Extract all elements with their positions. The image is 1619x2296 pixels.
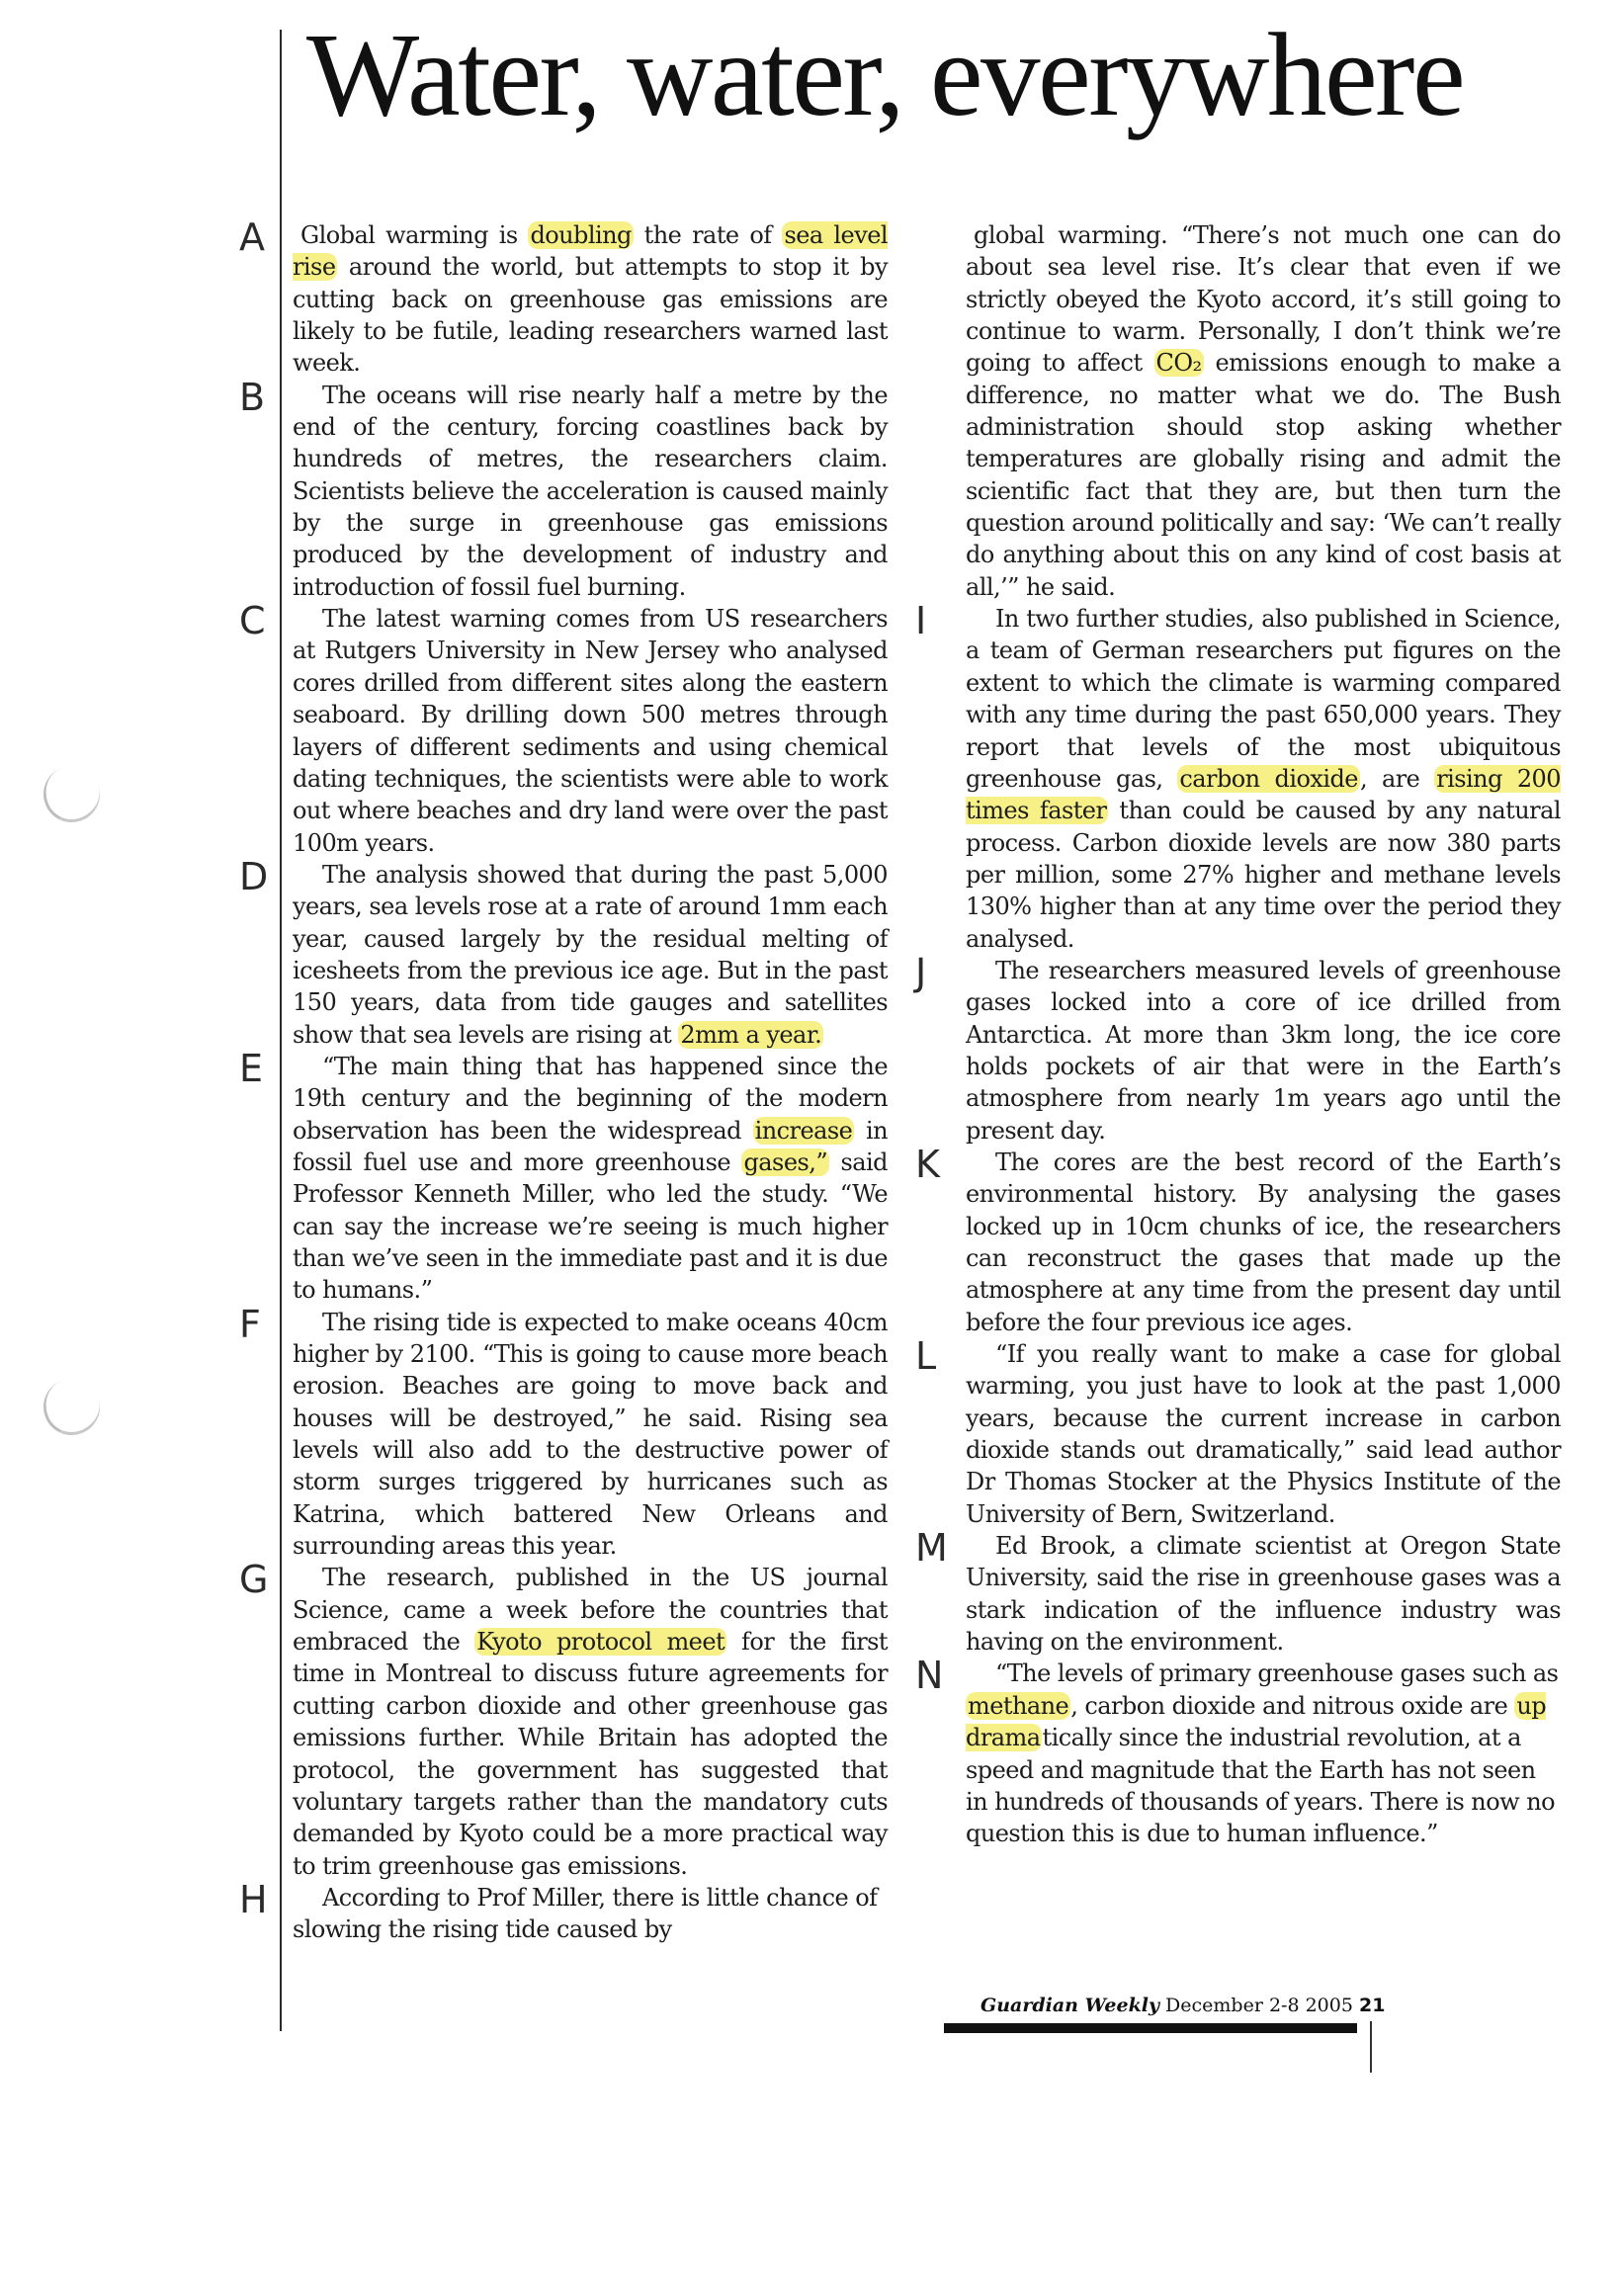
highlighted-text: 2mm a year. xyxy=(680,1020,822,1049)
paragraph-text: , are xyxy=(1359,764,1435,793)
paragraph-marker: C xyxy=(239,599,266,642)
article-paragraph xyxy=(293,1882,888,1946)
paragraph-text: The latest warning comes from US researchers at Rutgers University in New Jersey who analysed cores drilled from different sites along the eastern seaboard. By drilling down 500 metres through layers of different sediments and using chemical dating techniques, the scientists were able to work out where beaches and dry land were over the past 100m years. xyxy=(293,605,888,857)
paragraph-text: “The main thing that has happened since the 19th century and the beginning of the modern observation has been the widespread xyxy=(293,1052,888,1145)
paragraph-text: “If you really want to make a case for global warming, you just have to look at the past 1,000 years, because the current increase in carbon dioxide stands out dramatically,” said lead author Dr Thomas Stocker at the Physics Institute of the University of Bern, Switzerland. xyxy=(966,1340,1561,1528)
paragraph-marker: H xyxy=(239,1878,268,1921)
article-paragraph xyxy=(966,1530,1561,1658)
paragraph-marker: I xyxy=(915,599,927,642)
article-paragraph xyxy=(293,1051,888,1307)
paragraph-text: The research, published in the US journal Science, came a week before the countries that embraced the xyxy=(293,1564,888,1657)
paragraph-text: Ed Brook, a climate scientist at Oregon State University, said the rise in greenhouse gases was a stark indication of the influence industry was having on the environment. xyxy=(966,1532,1561,1657)
paragraph-text: global warming. “There’s not much one can do about sea level rise. It’s clear that even if we strictly obeyed the Kyoto accord, it’s still going to continue to warm. Personally, I don’t think we’re going to affect xyxy=(966,221,1561,378)
paragraph-text: In two further studies, also published in Science, a team of German researchers put figures on the extent to which the climate is warming compared with any time during the past 650,000 years. They report that levels of the most ubiquitous greenhouse gas, xyxy=(966,605,1561,793)
paragraph-marker: F xyxy=(239,1303,261,1346)
article-column-right xyxy=(966,219,1561,1850)
paragraph-text: The analysis showed that during the past 5,000 years, sea levels rose at a rate of around 1mm each year, caused largely by the residual melting of icesheets from the previous ice age. But in the past 150 years, data from tide gauges and satellites show that sea levels are rising at xyxy=(293,860,888,1049)
article-paragraph xyxy=(293,1562,888,1881)
paragraph-text: “The levels of primary greenhouse gases such as xyxy=(995,1659,1559,1688)
highlighted-text: rising 200 times faster xyxy=(966,764,1561,825)
paragraph-text: , carbon dioxide and nitrous oxide are xyxy=(1070,1691,1515,1720)
paragraph-marker: N xyxy=(915,1654,944,1697)
paragraph-text: in fossil fuel use and more greenhouse xyxy=(293,1116,888,1176)
paragraph-marker: D xyxy=(239,855,269,898)
paragraph-text: than could be caused by any natural process. Carbon dioxide levels are now 380 parts per million, some 27% higher and methane levels 130% higher than at any time over the period they analysed. xyxy=(966,797,1561,953)
paragraph-marker: G xyxy=(239,1558,269,1601)
highlighted-text: carbon dioxide xyxy=(1179,764,1358,793)
paragraph-text: The cores are the best record of the Earth’s environmental history. By analysing the gases locked up in 10cm chunks of ice, the researchers can reconstruct the gases that made up the atmosphere at any time from the present day until before the four previous ice ages. xyxy=(966,1148,1561,1336)
paragraph-marker: J xyxy=(915,951,927,994)
footer-rule xyxy=(1370,2021,1372,2073)
footer-page-number: 21 xyxy=(1359,1995,1386,2016)
paragraph-text: The rising tide is expected to make oceans 40cm higher by 2100. “This is going to cause more beach erosion. Beaches are going to move back and houses will be destroyed,” he said. Rising sea levels will also add to the destructive power of storm surges triggered by hurricanes such as Katrina, which battered New Orleans and surrounding areas this year. xyxy=(293,1308,888,1561)
paragraph-marker: E xyxy=(239,1047,264,1090)
highlighted-text: methane xyxy=(968,1691,1069,1720)
highlighted-text: Kyoto protocol meet xyxy=(476,1628,725,1657)
paragraph-text: the rate of xyxy=(633,221,783,249)
highlighted-text: gases,” xyxy=(743,1148,828,1176)
column-rule xyxy=(280,30,282,2031)
article-paragraph xyxy=(293,1307,888,1563)
paragraph-text: Global warming is xyxy=(300,221,529,249)
footer-bar xyxy=(944,2023,1357,2033)
article-paragraph xyxy=(966,219,1561,603)
paragraph-text: The researchers measured levels of greenhouse gases locked into a core of ice drilled from Antarctica. At more than 3km long, the ice core holds pockets of air that were in the Earth’s atmosphere from nearly 1m years ago until the present day. xyxy=(966,956,1561,1145)
footer-publication: Guardian Weekly xyxy=(980,1995,1159,2016)
highlighted-text: doubling xyxy=(530,221,632,249)
article-paragraph xyxy=(966,1658,1561,1849)
article-paragraph xyxy=(966,1147,1561,1338)
article-column-left xyxy=(293,219,888,1946)
headline: Water, water, everywhere xyxy=(306,9,1464,141)
paragraph-text: around the world, but attempts to stop it by cutting back on greenhouse gas emissions are likely to be futile, leading researchers warned last week. xyxy=(293,253,888,378)
highlighted-text: CO₂ xyxy=(1155,349,1202,378)
paragraph-marker: M xyxy=(915,1526,948,1570)
article-paragraph xyxy=(293,603,888,859)
article-paragraph xyxy=(966,603,1561,955)
footer-date: December 2-8 2005 xyxy=(1165,1995,1353,2016)
article-paragraph xyxy=(966,1338,1561,1530)
paragraph-text: According to Prof Miller, there is little chance of slowing the rising tide caused by xyxy=(293,1883,878,1944)
highlighted-text: sea level rise xyxy=(293,221,889,282)
highlighted-text: increase xyxy=(754,1116,853,1145)
paragraph-text: tically since the industrial revolution, at a speed and magnitude that the Earth has not seen in hundreds of thousands of years. There is now no question this is due to human influence.” xyxy=(966,1724,1555,1848)
footer-credit xyxy=(980,1995,1385,2016)
article-paragraph xyxy=(966,955,1561,1147)
paragraph-text: The oceans will rise nearly half a metre by the end of the century, forcing coastlines back by hundreds of metres, the researchers claim. Scientists believe the acceleration is caused mainly by the surge in greenhouse gas emissions produced by the development of industry and introduction of fossil fuel burning. xyxy=(293,381,888,601)
article-paragraph xyxy=(293,859,888,1051)
paragraph-text: for the first time in Montreal to discuss future agreements for cutting carbon dioxide and other greenhouse gas emissions further. While Britain has adopted the protocol, the government has suggested that voluntary targets rather than the mandatory cuts demanded by Kyoto could be a more practical way to trim greenhouse gas emissions. xyxy=(293,1628,889,1880)
paragraph-marker: K xyxy=(915,1143,940,1186)
paragraph-text: said Professor Kenneth Miller, who led the study. “We can say the increase we’re seeing is much higher than we’ve seen in the immediate past and it is due to humans.” xyxy=(293,1148,888,1305)
punch-hole xyxy=(36,758,108,830)
punch-hole xyxy=(36,1371,108,1443)
highlighted-text: up drama xyxy=(966,1691,1547,1752)
article-paragraph xyxy=(293,219,888,380)
paragraph-text: emissions enough to make a difference, no matter what we do. The Bush administration should stop asking whether temperatures are globally rising and admit the scientific fact that they are, but then turn the question around politically and say: ‘We can’t really do anything about this on any kind of cost basis at all,’” he said. xyxy=(966,349,1561,601)
paragraph-marker: B xyxy=(239,376,266,419)
paragraph-marker: A xyxy=(239,215,265,259)
paragraph-marker: L xyxy=(915,1334,937,1378)
article-paragraph xyxy=(293,380,888,603)
